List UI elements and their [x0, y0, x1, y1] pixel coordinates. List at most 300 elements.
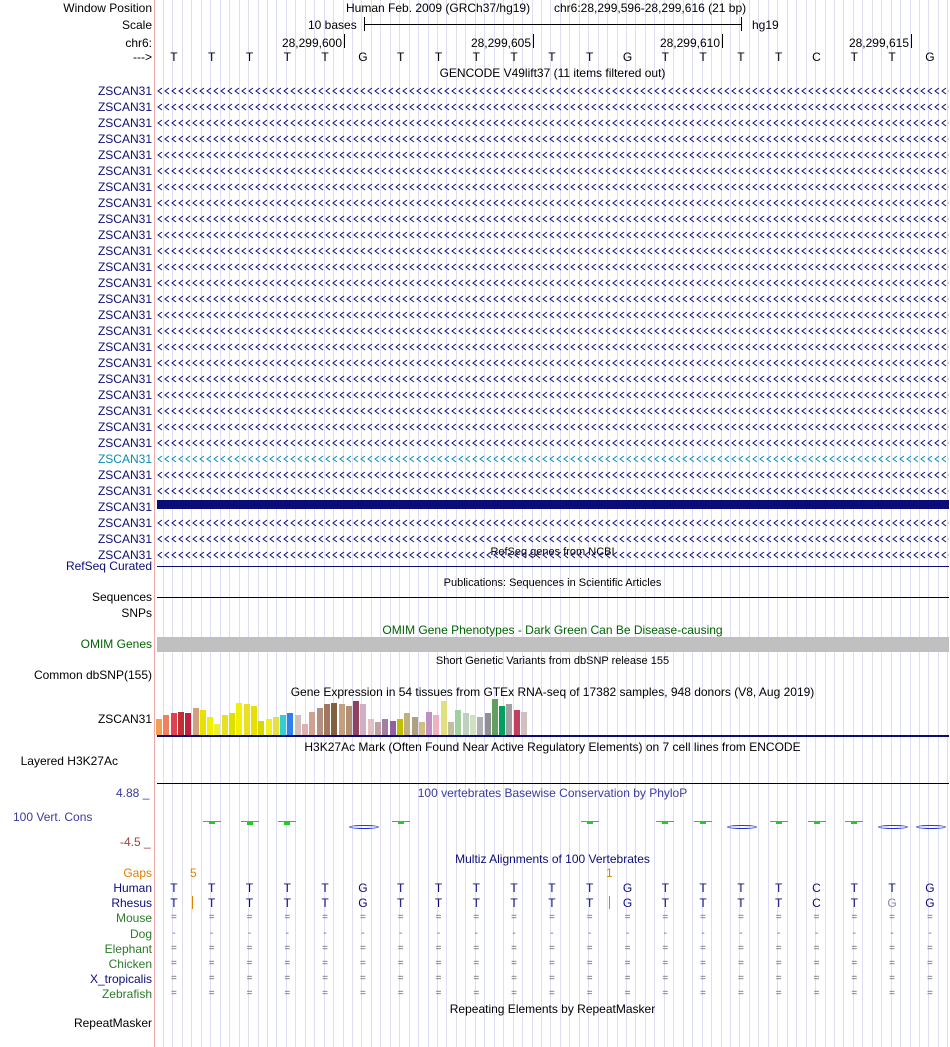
- alignment-base: =: [246, 988, 253, 1000]
- gene-feature[interactable]: [157, 391, 949, 399]
- assembly-text: Human Feb. 2009 (GRCh37/hg19): [346, 1, 531, 15]
- alignment-base: T: [472, 881, 480, 895]
- scale-db: hg19: [752, 18, 779, 32]
- gtex-bar[interactable]: [273, 717, 279, 735]
- gtex-bar[interactable]: [492, 699, 498, 735]
- alignment-base: =: [284, 942, 291, 954]
- alignment-base: T: [586, 896, 594, 911]
- alignment-base: -: [172, 927, 176, 939]
- gtex-bar[interactable]: [244, 704, 250, 735]
- alignment-base: -: [890, 927, 894, 939]
- gtex-bar[interactable]: [470, 715, 476, 735]
- dna-base: T: [170, 50, 178, 64]
- alignment-base: =: [322, 973, 329, 985]
- publications-title[interactable]: Publications: Sequences in Scientific Articles: [443, 577, 662, 589]
- alignment-base: =: [586, 973, 593, 985]
- phylop-title[interactable]: 100 vertebrates Basewise Conservation by PhyloP: [417, 786, 688, 800]
- alignment-base: T: [170, 896, 178, 911]
- gtex-bar[interactable]: [448, 722, 454, 735]
- multiz-title[interactable]: Multiz Alignments of 100 Vertebrates: [455, 852, 650, 866]
- phylop-score-bar[interactable]: [209, 822, 215, 824]
- gene-label[interactable]: ZSCAN31: [97, 436, 152, 450]
- alignment-base: =: [851, 973, 858, 985]
- alignment-base: =: [511, 988, 518, 1000]
- coordinate-tick: [533, 34, 534, 48]
- phylop-score-neg[interactable]: [916, 825, 946, 829]
- gtex-bar[interactable]: [193, 708, 199, 735]
- species-label: Elephant: [104, 941, 152, 956]
- alignment-base: =: [435, 958, 442, 969]
- alignment-base: C: [812, 896, 821, 911]
- gene-label[interactable]: ZSCAN31: [97, 148, 152, 162]
- gene-label[interactable]: ZSCAN31: [97, 308, 152, 322]
- alignment-base: =: [926, 942, 933, 954]
- alignment-base: T: [850, 896, 858, 911]
- alignment-base: G: [925, 896, 935, 911]
- gtex-bar[interactable]: [390, 721, 396, 735]
- alignment-base: =: [662, 958, 669, 969]
- gene-feature[interactable]: [157, 535, 949, 543]
- dbsnp-title[interactable]: Short Genetic Variants from dbSNP release 155: [435, 655, 670, 667]
- alignment-base: =: [700, 988, 707, 1000]
- alignment-base: =: [624, 988, 631, 1000]
- coordinate-label: 28,299,610: [659, 36, 720, 50]
- scale-label: Scale: [121, 18, 152, 32]
- gene-feature[interactable]: [157, 471, 949, 479]
- gtex-bar[interactable]: [156, 719, 162, 735]
- alignment-base: =: [926, 912, 933, 924]
- alignment-base: -: [588, 927, 592, 939]
- alignment-base: T: [548, 896, 556, 911]
- gene-label[interactable]: ZSCAN31: [97, 180, 152, 194]
- alignment-base: =: [926, 958, 933, 969]
- alignment-base: T: [245, 881, 254, 895]
- snps-label[interactable]: SNPs: [121, 606, 152, 620]
- coordinate-tick: [722, 34, 723, 48]
- alignment-base: -: [625, 927, 630, 939]
- alignment-base: -: [247, 927, 252, 939]
- gene-feature[interactable]: [157, 151, 949, 159]
- phylop-score-bar[interactable]: [851, 822, 857, 824]
- dna-base: T: [850, 50, 858, 64]
- alignment-base: =: [889, 942, 896, 954]
- alignment-base: -: [361, 927, 365, 939]
- window-position-label: Window Position: [63, 1, 152, 15]
- alignment-base: =: [851, 942, 858, 954]
- alignment-base: =: [662, 912, 669, 924]
- gene-label[interactable]: ZSCAN31: [97, 452, 152, 466]
- alignment-base: =: [473, 958, 480, 969]
- gene-label[interactable]: ZSCAN31: [97, 420, 152, 434]
- gtex-bar[interactable]: [499, 706, 505, 735]
- alignment-base: G: [887, 896, 897, 911]
- gene-feature[interactable]: [157, 103, 949, 111]
- gene-label[interactable]: ZSCAN31: [97, 116, 152, 130]
- dna-base: T: [434, 50, 443, 64]
- gene-feature[interactable]: [157, 359, 949, 367]
- alignment-base: =: [737, 912, 744, 924]
- phylop-max: 4.88 _: [116, 786, 150, 800]
- alignment-base: =: [662, 988, 669, 1000]
- alignment-base: -: [512, 927, 516, 939]
- gtex-bar[interactable]: [200, 710, 206, 735]
- dna-base: T: [699, 50, 707, 64]
- gene-feature[interactable]: [157, 87, 949, 95]
- gtex-bar[interactable]: [521, 712, 527, 735]
- gene-feature-thick[interactable]: [157, 500, 949, 509]
- alignment-base: -: [701, 927, 705, 939]
- publications-line[interactable]: [157, 597, 949, 598]
- alignment-base: T: [170, 881, 178, 895]
- alignment-base: =: [284, 973, 291, 985]
- gtex-bar[interactable]: [455, 710, 461, 735]
- gtex-bar[interactable]: [419, 722, 425, 735]
- alignment-base: =: [548, 973, 555, 985]
- dna-base: T: [472, 50, 480, 64]
- alignment-base: T: [661, 881, 669, 895]
- gene-label[interactable]: ZSCAN31: [97, 212, 152, 226]
- alignment-base: =: [889, 988, 896, 1000]
- gene-label[interactable]: ZSCAN31: [97, 356, 152, 370]
- alignment-base: =: [170, 942, 177, 954]
- gene-label[interactable]: ZSCAN31: [97, 292, 152, 306]
- phylop-score-bar[interactable]: [587, 822, 593, 824]
- alignment-base: =: [435, 988, 442, 1000]
- alignment-base: T: [321, 881, 329, 895]
- alignment-base: T: [661, 896, 669, 911]
- alignment-base: =: [813, 912, 820, 924]
- gtex-bar[interactable]: [477, 717, 483, 735]
- dna-base: T: [321, 50, 329, 64]
- alignment-base: =: [435, 912, 442, 924]
- alignment-base: G: [358, 896, 368, 911]
- gene-feature[interactable]: [157, 519, 949, 527]
- gtex-bar[interactable]: [287, 713, 293, 735]
- gene-label[interactable]: ZSCAN31: [97, 324, 152, 338]
- gene-feature[interactable]: [157, 135, 949, 143]
- phylop-score-neg[interactable]: [727, 825, 757, 829]
- gene-label[interactable]: ZSCAN31: [97, 500, 152, 514]
- phylop-score-bar[interactable]: [814, 822, 820, 824]
- alignment-base: =: [397, 988, 404, 1000]
- alignment-base: -: [814, 927, 819, 939]
- repeatmasker-title[interactable]: Repeating Elements by RepeatMasker: [449, 1002, 656, 1016]
- alignment-base: G: [622, 881, 633, 895]
- alignment-base: =: [624, 912, 631, 924]
- alignment-base: T: [737, 896, 745, 911]
- gene-label[interactable]: ZSCAN31: [97, 100, 152, 114]
- alignment-base: -: [663, 927, 667, 939]
- gtex-bar[interactable]: [360, 704, 366, 735]
- alignment-base: =: [208, 942, 215, 954]
- gene-label[interactable]: ZSCAN31: [97, 244, 152, 258]
- alignment-base: T: [245, 896, 254, 911]
- gene-feature[interactable]: [157, 167, 949, 175]
- alignment-base: T: [283, 896, 291, 911]
- gtex-bar[interactable]: [412, 717, 418, 735]
- alignment-base: T: [434, 896, 443, 911]
- alignment-base: =: [700, 973, 707, 985]
- gene-label[interactable]: ZSCAN31: [97, 196, 152, 210]
- gtex-label[interactable]: ZSCAN31: [97, 712, 152, 726]
- alignment-base: =: [473, 912, 480, 924]
- alignment-base: -: [852, 927, 856, 939]
- alignment-base: =: [284, 958, 291, 969]
- alignment-base: =: [511, 942, 518, 954]
- omim-bar[interactable]: [157, 637, 949, 652]
- alignment-base: =: [359, 988, 366, 1000]
- gtex-bar[interactable]: [506, 704, 512, 735]
- alignment-base: =: [586, 912, 593, 924]
- dna-base: T: [737, 50, 745, 64]
- alignment-base: -: [399, 927, 403, 939]
- phylop-label[interactable]: 100 Vert. Cons: [13, 810, 93, 824]
- gene-feature[interactable]: [157, 119, 949, 127]
- alignment-base: -: [285, 927, 289, 939]
- gtex-bar[interactable]: [214, 724, 220, 735]
- gtex-bar[interactable]: [339, 704, 345, 735]
- gene-feature[interactable]: [157, 311, 949, 319]
- gtex-bar[interactable]: [171, 713, 177, 735]
- dna-base: G: [622, 50, 633, 64]
- alignment-base: T: [434, 881, 443, 895]
- alignment-base: =: [624, 958, 631, 969]
- alignment-base: =: [322, 988, 329, 1000]
- alignment-base: =: [208, 912, 215, 924]
- alignment-base: T: [737, 881, 745, 895]
- alignment-base: -: [739, 927, 743, 939]
- gtex-bar[interactable]: [485, 713, 491, 735]
- omim-title[interactable]: OMIM Gene Phenotypes - Dark Green Can Be Disease-causing: [382, 623, 723, 637]
- gene-label[interactable]: ZSCAN31: [97, 84, 152, 98]
- gtex-bar[interactable]: [433, 715, 439, 735]
- gene-feature[interactable]: [157, 295, 949, 303]
- dna-base: T: [775, 50, 783, 64]
- dna-base: T: [888, 50, 896, 64]
- alignment-base: =: [548, 942, 555, 954]
- h3k27ac-baseline[interactable]: [157, 783, 949, 784]
- gene-feature[interactable]: [157, 183, 949, 191]
- alignment-base: =: [473, 988, 480, 1000]
- gene-feature[interactable]: [157, 551, 949, 559]
- coordinate-tick: [911, 34, 912, 48]
- gtex-bar[interactable]: [236, 703, 242, 735]
- gtex-bar[interactable]: [375, 722, 381, 735]
- gtex-bar[interactable]: [251, 706, 257, 735]
- gene-label[interactable]: ZSCAN31: [97, 548, 152, 562]
- phylop-score-bar[interactable]: [398, 822, 404, 824]
- scale-bar-left-tick: [364, 17, 365, 31]
- gtex-bar[interactable]: [258, 721, 264, 735]
- alignment-base: -: [550, 927, 554, 939]
- gtex-bar[interactable]: [353, 701, 359, 735]
- alignment-base: =: [775, 958, 782, 969]
- dna-base: T: [510, 50, 518, 64]
- alignment-base: =: [851, 958, 858, 969]
- alignment-base: =: [170, 912, 177, 924]
- gene-label[interactable]: ZSCAN31: [97, 260, 152, 274]
- gene-label[interactable]: ZSCAN31: [97, 404, 152, 418]
- phylop-score-bar[interactable]: [700, 822, 706, 824]
- alignment-base: =: [170, 973, 177, 985]
- gtex-gene-line[interactable]: [157, 735, 949, 737]
- gtex-bar[interactable]: [514, 710, 520, 735]
- alignment-base: =: [662, 973, 669, 985]
- gene-feature[interactable]: [157, 487, 949, 495]
- alignment-base: =: [700, 942, 707, 954]
- gene-feature[interactable]: [157, 407, 949, 415]
- gtex-bar[interactable]: [324, 704, 330, 735]
- alignment-base: =: [813, 958, 820, 969]
- gtex-bar[interactable]: [404, 713, 410, 735]
- alignment-base: T: [208, 881, 216, 895]
- gene-feature[interactable]: [157, 199, 949, 207]
- gtex-bar[interactable]: [397, 719, 403, 735]
- gene-feature[interactable]: [157, 215, 949, 223]
- h3k27ac-title[interactable]: H3K27Ac Mark (Often Found Near Active Regulatory Elements) on 7 cell lines from ENCODE: [304, 740, 801, 754]
- alignment-base: -: [928, 927, 932, 939]
- alignment-base: =: [284, 988, 291, 1000]
- gene-label[interactable]: ZSCAN31: [97, 388, 152, 402]
- phylop-score-bar[interactable]: [776, 822, 782, 824]
- gene-label[interactable]: ZSCAN31: [97, 532, 152, 546]
- gtex-bar[interactable]: [463, 713, 469, 735]
- alignment-base: =: [775, 973, 782, 985]
- gtex-bar[interactable]: [346, 706, 352, 735]
- alignment-base: =: [473, 973, 480, 985]
- gtex-bar[interactable]: [280, 715, 286, 735]
- gtex-bar[interactable]: [295, 715, 301, 735]
- alignment-base: =: [208, 973, 215, 985]
- gene-feature[interactable]: [157, 455, 949, 463]
- alignment-base: =: [775, 988, 782, 1000]
- gene-feature[interactable]: [157, 439, 949, 447]
- refseq-line[interactable]: [157, 566, 949, 567]
- omim-label[interactable]: OMIM Genes: [80, 637, 152, 651]
- phylop-score-bar[interactable]: [247, 822, 253, 825]
- alignment-base: -: [777, 927, 781, 939]
- gene-feature[interactable]: [157, 263, 949, 271]
- phylop-score-neg[interactable]: [349, 825, 379, 829]
- alignment-base: =: [246, 912, 253, 924]
- sequences-label[interactable]: Sequences: [91, 590, 152, 604]
- alignment-base: =: [813, 988, 820, 1000]
- alignment-base: =: [511, 912, 518, 924]
- gene-label[interactable]: ZSCAN31: [97, 468, 152, 482]
- alignment-base: =: [397, 973, 404, 985]
- scale-text: 10 bases: [308, 18, 357, 32]
- alignment-base: =: [700, 912, 707, 924]
- h3k27ac-label[interactable]: Layered H3K27Ac: [20, 754, 118, 768]
- alignment-base: =: [208, 958, 215, 969]
- repeatmasker-label[interactable]: RepeatMasker: [73, 1016, 152, 1030]
- alignment-base: =: [359, 912, 366, 924]
- phylop-score-bar[interactable]: [284, 822, 290, 825]
- alignment-base: =: [322, 942, 329, 954]
- alignment-base: =: [851, 912, 858, 924]
- dbsnp-label[interactable]: Common dbSNP(155): [33, 668, 152, 682]
- gene-label[interactable]: ZSCAN31: [97, 276, 152, 290]
- alignment-base: =: [322, 912, 329, 924]
- alignment-base: G: [358, 881, 368, 895]
- alignment-base: =: [700, 958, 707, 969]
- gtex-bar[interactable]: [163, 715, 169, 735]
- gene-label[interactable]: ZSCAN31: [97, 164, 152, 178]
- alignment-base: =: [851, 988, 858, 1000]
- species-label: Human: [113, 881, 152, 895]
- gene-label[interactable]: ZSCAN31: [97, 484, 152, 498]
- phylop-min: -4.5 _: [120, 835, 151, 849]
- gene-label[interactable]: ZSCAN31: [97, 132, 152, 146]
- refseq-label[interactable]: RefSeq Curated: [65, 559, 152, 573]
- gtex-bar[interactable]: [382, 719, 388, 735]
- gtex-bar[interactable]: [207, 717, 213, 735]
- alignment-base: =: [322, 958, 329, 969]
- gtex-bar[interactable]: [185, 713, 191, 735]
- gene-label[interactable]: ZSCAN31: [97, 340, 152, 354]
- gencode-title[interactable]: GENCODE V49lift37 (11 items filtered out): [439, 66, 666, 80]
- gtex-bar[interactable]: [178, 712, 184, 735]
- gtex-bar[interactable]: [266, 719, 272, 735]
- gene-label[interactable]: ZSCAN31: [97, 516, 152, 530]
- alignment-base: T: [510, 881, 518, 895]
- gtex-bar[interactable]: [368, 719, 374, 735]
- gtex-bar[interactable]: [229, 713, 235, 735]
- alignment-base: =: [586, 988, 593, 1000]
- alignment-base: T: [397, 896, 405, 911]
- phylop-score-bar[interactable]: [662, 822, 668, 824]
- alignment-base: T: [397, 881, 405, 895]
- scale-bar: [364, 24, 742, 25]
- coordinate-tick: [344, 34, 345, 48]
- gtex-bar[interactable]: [222, 715, 228, 735]
- gene-feature[interactable]: [157, 343, 949, 351]
- gene-feature[interactable]: [157, 279, 949, 287]
- gtex-title[interactable]: Gene Expression in 54 tissues from GTEx RNA-seq of 17382 samples, 948 donors (V8, Aug 2019): [290, 685, 815, 699]
- alignment-base: =: [208, 988, 215, 1000]
- alignment-base: =: [511, 958, 518, 969]
- dna-base: G: [925, 50, 935, 64]
- alignment-base: =: [624, 973, 631, 985]
- alignment-base: =: [889, 912, 896, 924]
- species-label: Dog: [129, 926, 152, 941]
- alignment-base: =: [246, 958, 253, 969]
- gtex-bar[interactable]: [331, 703, 337, 735]
- gtex-bar[interactable]: [309, 712, 315, 735]
- alignment-base: =: [737, 988, 744, 1000]
- gene-label[interactable]: ZSCAN31: [97, 228, 152, 242]
- gtex-bar[interactable]: [317, 708, 323, 735]
- gene-feature[interactable]: [157, 423, 949, 431]
- phylop-score-neg[interactable]: [878, 825, 908, 829]
- gene-label[interactable]: ZSCAN31: [97, 372, 152, 386]
- alignment-base: T: [699, 896, 707, 911]
- alignment-base: =: [435, 973, 442, 985]
- alignment-base: =: [397, 942, 404, 954]
- gtex-bar[interactable]: [302, 724, 308, 735]
- dna-base: T: [283, 50, 291, 64]
- gene-feature[interactable]: [157, 375, 949, 383]
- alignment-base: =: [246, 973, 253, 985]
- species-label: X_tropicalis: [89, 972, 152, 987]
- gene-feature[interactable]: [157, 231, 949, 239]
- gtex-bar[interactable]: [426, 712, 432, 735]
- gene-feature[interactable]: [157, 327, 949, 335]
- gene-feature[interactable]: [157, 247, 949, 255]
- gtex-bar[interactable]: [441, 701, 447, 735]
- species-label: Chicken: [108, 957, 152, 971]
- gaps-label: Gaps: [123, 866, 152, 880]
